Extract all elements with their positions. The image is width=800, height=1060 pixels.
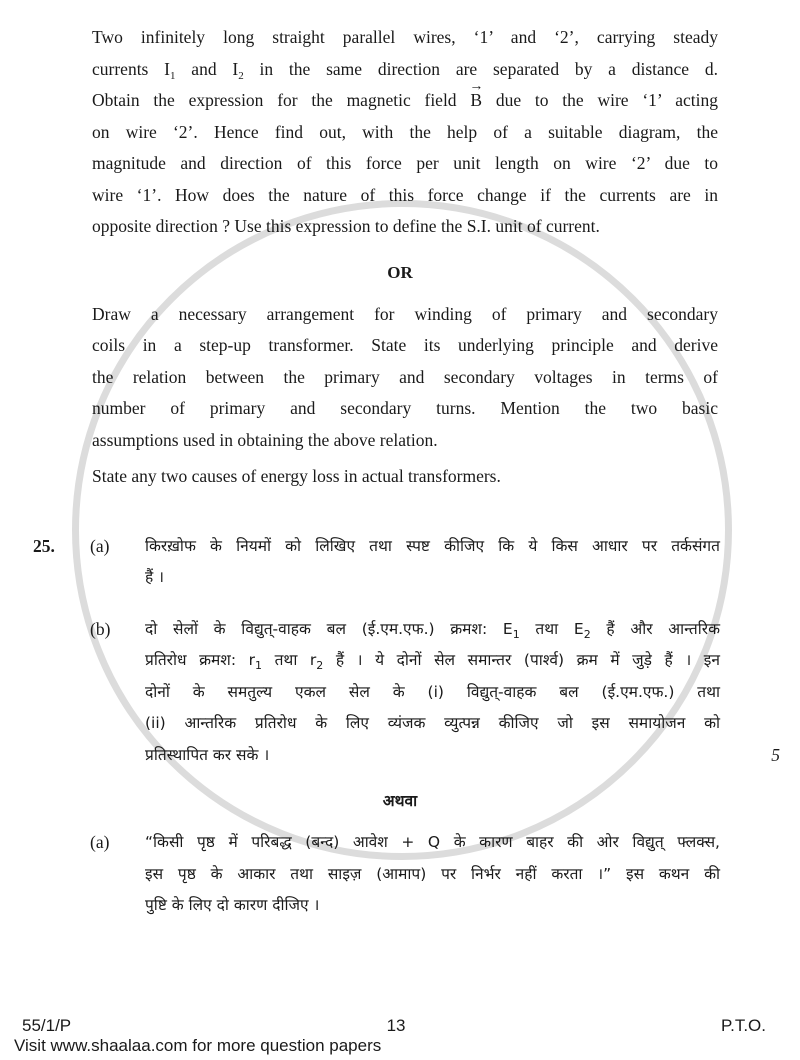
athva-label: अथवा	[382, 792, 418, 810]
text-line	[92, 362, 718, 394]
q24-alt-paragraph	[92, 299, 718, 457]
text-segment: wire ‘1’. How does the nature of this force change if the currents are in	[92, 184, 718, 205]
text-segment: on wire ‘2’. Hence find out, with the help of a suitable diagram, the	[92, 121, 718, 142]
footer	[0, 1016, 800, 1060]
text-line	[145, 827, 720, 859]
text-line	[92, 211, 718, 243]
text-segment: पुष्टि के लिए दो कारण दीजिए ।	[145, 896, 320, 914]
text-segment: दो सेलों के विद्युत्-वाहक बल (ई.एम.एफ.) क्रमश: E	[145, 619, 513, 638]
subscript: 1	[170, 69, 176, 82]
alt-part-a-label: (a)	[90, 832, 110, 852]
q24-alt-last: State any two causes of energy loss in actual transformers.	[92, 466, 501, 486]
text-segment: प्रतिरोध क्रमश: r	[145, 651, 256, 669]
text-segment: the relation between the primary and secondary voltages in terms of	[92, 366, 718, 387]
text-segment: “किसी पृष्ठ में परिबद्ध (बन्द) आवेश + Q के कारण बाहर की ओर विद्युत् फ्लक्स,	[145, 833, 720, 851]
text-segment: किरख़ोफ के नियमों को लिखिए तथा स्पष्ट कीजिए कि ये किस आधार पर तर्कसंगत	[145, 536, 720, 555]
subscript: 2	[316, 659, 324, 672]
text-segment: opposite direction ? Use this expression to define the S.I. unit of current.	[92, 216, 600, 236]
footer-row	[0, 1016, 800, 1036]
question-number: 25.	[33, 535, 55, 556]
text-segment: number of primary and secondary turns. Mention the two basic	[92, 398, 718, 418]
q25-alt-a-row	[0, 827, 800, 922]
text-segment: in the same direction are separated by a distance d.	[243, 58, 718, 79]
text-segment: हैं ।	[145, 568, 165, 586]
text-segment: दोनों के समतुल्य एकल सेल के (i) विद्युत्-वाहक बल (ई.एम.एफ.) तथा	[145, 682, 720, 701]
q24-alt-last-wrap	[92, 461, 718, 493]
text-segment: Obtain the expression for the magnetic field	[92, 90, 471, 110]
q24-paragraph	[92, 22, 718, 243]
text-line	[92, 148, 718, 180]
text-segment: assumptions used in obtaining the above relation.	[92, 429, 438, 450]
text-line	[145, 645, 720, 677]
text-segment: तथा r	[262, 651, 317, 669]
text-line	[92, 393, 718, 425]
subscript: 1	[255, 659, 263, 672]
q25b-text	[145, 614, 720, 772]
q25a-text	[145, 531, 720, 594]
text-segment: magnitude and direction of this force per unit length on wire ‘2’ due to	[92, 153, 718, 173]
pto: P.T.O.	[720, 1016, 766, 1035]
text-line	[92, 85, 718, 117]
text-line	[145, 708, 720, 740]
text-line	[145, 531, 720, 563]
text-line	[92, 117, 718, 149]
text-segment: due to the wire ‘1’ acting	[482, 90, 718, 110]
part-b-label: (b)	[90, 618, 111, 639]
or-label: OR	[387, 262, 413, 282]
text-line	[92, 425, 718, 457]
marks: 5	[771, 744, 780, 765]
text-line	[145, 890, 720, 922]
vector-symbol: → B	[470, 85, 482, 117]
q25a-row	[0, 531, 800, 594]
text-line	[92, 299, 718, 331]
text-line	[145, 677, 720, 709]
text-line	[145, 614, 720, 646]
q25b-row	[0, 614, 800, 772]
text-line	[92, 22, 718, 54]
text-segment: प्रतिस्थापित कर सके ।	[145, 745, 270, 764]
page-content	[0, 22, 800, 922]
text-segment: Draw a necessary arrangement for winding of primary and secondary	[92, 303, 718, 324]
text-segment: currents I	[92, 58, 170, 79]
page-number: 13	[386, 1016, 406, 1035]
text-segment: इस पृष्ठ के आकार तथा साइज़ (आमाप) पर निर्भर नहीं करता ।” इस कथन की	[145, 864, 720, 883]
q25-alt-a-text	[145, 827, 720, 922]
text-line	[92, 54, 718, 86]
text-segment: हैं और आन्तरिक	[590, 619, 721, 638]
subscript: 2	[583, 627, 591, 641]
paper-code: 55/1/P	[22, 1016, 72, 1035]
part-a-label: (a)	[90, 535, 110, 556]
text-line	[145, 859, 720, 891]
subscript: 1	[512, 627, 520, 641]
text-segment: (ii) आन्तरिक प्रतिरोध के लिए व्यंजक व्युत्पन्न कीजिए जो इस समायोजन को	[145, 714, 720, 732]
text-segment: तथा E	[519, 619, 584, 638]
text-segment: हैं । ये दोनों सेल समान्तर (पार्श्व) क्रम में जुड़े हैं । इन	[323, 651, 720, 669]
text-line	[92, 330, 718, 362]
subscript: 2	[238, 69, 244, 82]
text-segment: Two infinitely long straight parallel wires, ‘1’ and ‘2’, carrying steady	[92, 27, 718, 47]
text-segment: and I	[175, 58, 239, 79]
text-line	[92, 180, 718, 212]
text-line	[145, 740, 720, 772]
visit-link[interactable]: Visit www.shaalaa.com for more question papers	[14, 1036, 382, 1055]
text-segment: coils in a step-up transformer. State its underlying principle and derive	[92, 335, 718, 355]
text-line	[145, 562, 720, 594]
